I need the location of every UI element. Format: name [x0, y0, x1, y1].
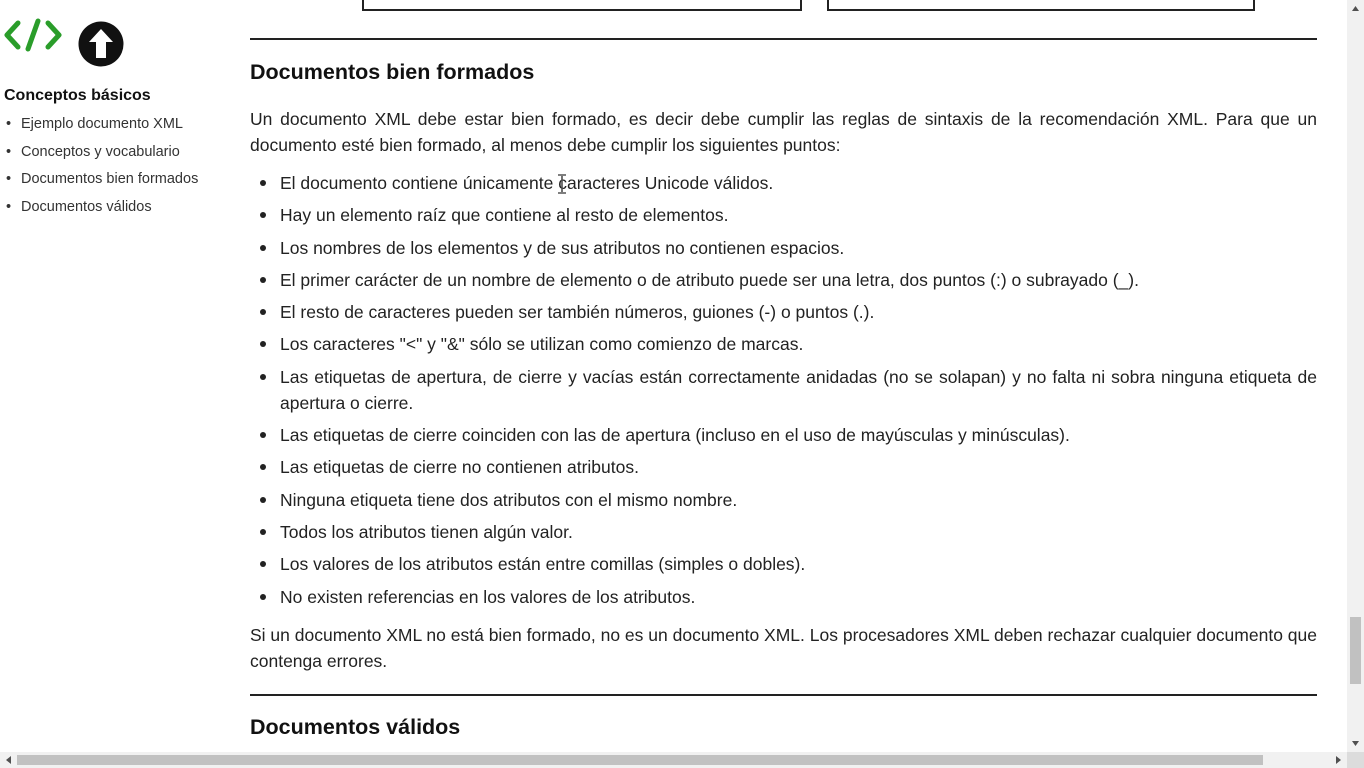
arrow-up-circle-icon[interactable]	[78, 21, 124, 67]
list-item: Los nombres de los elementos y de sus atributos no contienen espacios.	[250, 235, 1317, 261]
vertical-scrollbar[interactable]	[1347, 0, 1364, 752]
sidebar-item-ejemplo	[4, 111, 198, 139]
sidebar-nav	[4, 111, 198, 221]
content-box-right	[827, 0, 1255, 11]
list-item: Los caracteres "<" y "&" sólo se utilizan como comienzo de marcas.	[250, 331, 1317, 357]
list-item: El resto de caracteres pueden ser también números, guiones (-) o puntos (.).	[250, 299, 1317, 325]
scroll-up-arrow-icon[interactable]	[1347, 0, 1364, 17]
list-item: El primer carácter de un nombre de elemento o de atributo puede ser una letra, dos puntos (:) o subrayado (_).	[250, 267, 1317, 293]
sidebar-item-bien-formados	[4, 166, 198, 194]
main-content	[250, 0, 1317, 752]
list-item: No existen referencias en los valores de los atributos.	[250, 584, 1317, 610]
content-box-left	[362, 0, 802, 11]
intro-paragraph: Un documento XML debe estar bien formado, es decir debe cumplir las reglas de sintaxis de la recomendación XML. Para que un documento esté bien formado, al menos debe cumplir los siguientes puntos:	[250, 109, 1317, 155]
rules-list	[250, 170, 1317, 616]
section-divider	[250, 38, 1317, 40]
section-divider	[250, 694, 1317, 696]
list-item: Hay un elemento raíz que contiene al resto de elementos.	[250, 202, 1317, 228]
list-item: Los valores de los atributos están entre comillas (simples o dobles).	[250, 551, 1317, 577]
list-item: El documento contiene únicamente caracteres Unicode válidos.	[250, 170, 1317, 196]
horizontal-scrollbar[interactable]	[0, 752, 1347, 768]
sidebar-link-ejemplo[interactable]: Ejemplo documento XML	[21, 116, 183, 132]
list-item: Las etiquetas de cierre coinciden con las de apertura (incluso en el uso de mayúsculas y minúsculas).	[250, 422, 1317, 448]
scrollbar-corner	[1347, 752, 1364, 768]
sidebar-link-validos[interactable]: Documentos válidos	[21, 198, 152, 215]
list-item: Ninguna etiqueta tiene dos atributos con el mismo nombre.	[250, 487, 1317, 513]
section-heading-validos: Documentos válidos	[250, 715, 461, 739]
sidebar-link-conceptos[interactable]: Conceptos y vocabulario	[21, 143, 180, 160]
list-item: Las etiquetas de cierre no contienen atributos.	[250, 454, 1317, 480]
list-item: Todos los atributos tienen algún valor.	[250, 519, 1317, 545]
horizontal-scroll-thumb[interactable]	[17, 755, 1263, 765]
code-brackets-icon[interactable]	[4, 18, 62, 54]
sidebar-item-validos	[4, 194, 198, 222]
scroll-right-arrow-icon[interactable]	[1330, 752, 1347, 768]
sidebar	[0, 0, 240, 752]
closing-paragraph: Si un documento XML no está bien formado, no es un documento XML. Los procesadores XML deben rechazar cualquier documento que contenga errores.	[250, 625, 1317, 671]
scroll-down-arrow-icon[interactable]	[1347, 735, 1364, 752]
sidebar-title: Conceptos básicos	[4, 87, 151, 104]
scroll-left-arrow-icon[interactable]	[0, 752, 17, 768]
list-item: Las etiquetas de apertura, de cierre y vacías están correctamente anidadas (no se solapan) y no falta ni sobra ninguna etiqueta de apertura o cierre.	[250, 364, 1317, 416]
section-heading-bien-formados: Documentos bien formados	[250, 60, 535, 84]
sidebar-item-conceptos	[4, 139, 198, 167]
sidebar-link-bien-formados[interactable]: Documentos bien formados	[21, 171, 199, 187]
vertical-scroll-thumb[interactable]	[1350, 617, 1361, 684]
